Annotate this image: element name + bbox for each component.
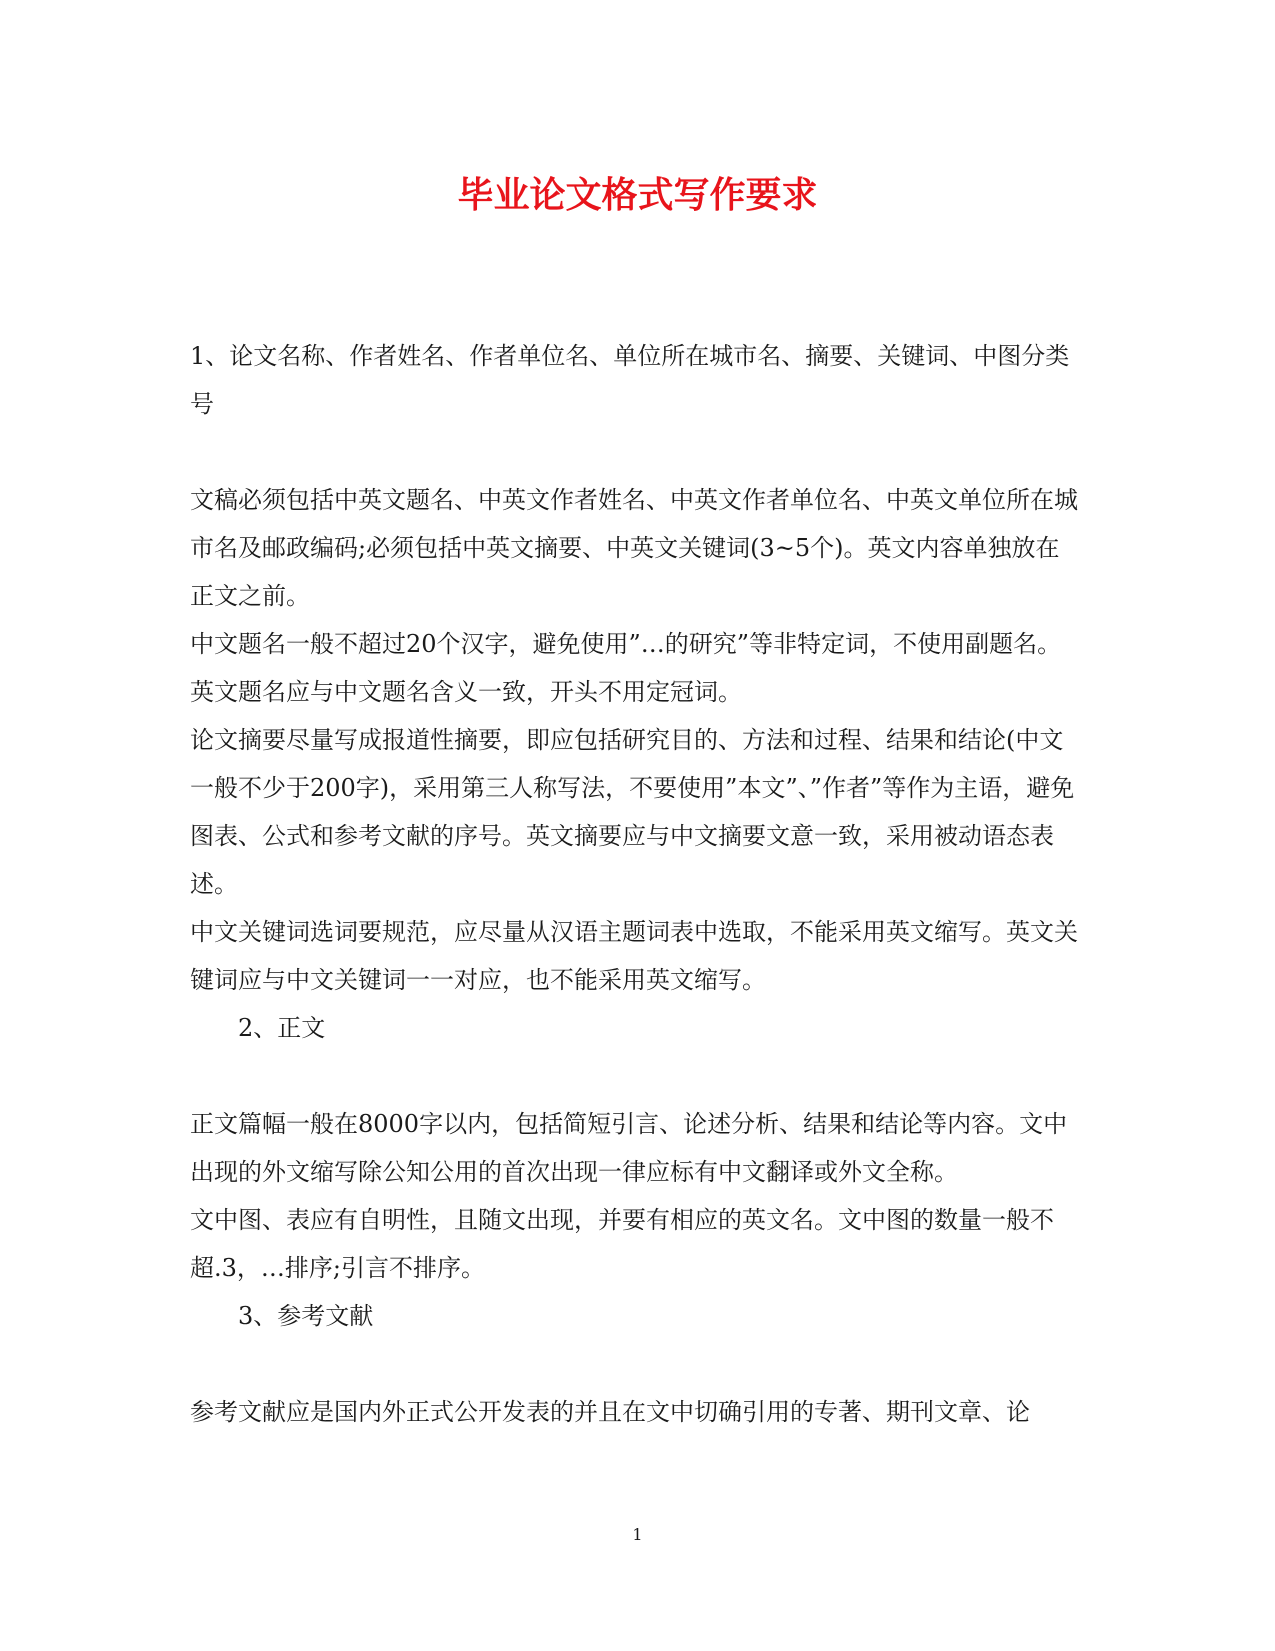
section-3-heading: 3、参考文献 (238, 1302, 374, 1330)
paragraph: 中文题名一般不超过20个汉字，避免使用”…的研究”等非特定词，不使用副题名。英文题名应与中文题名含义一致，开头不用定冠词。 (190, 630, 1062, 706)
paragraph: 文稿必须包括中英文题名、中英文作者姓名、中英文作者单位名、中英文单位所在城市名及邮政编码;必须包括中英文摘要、中英文关键词(3~5个)。英文内容单独放在正文之前。 (190, 486, 1078, 610)
paragraph: 参考文献应是国内外正式公开发表的并且在文中切确引用的专著、期刊文章、论 (190, 1398, 1030, 1426)
section-1-heading: 1、论文名称、作者姓名、作者单位名、单位所在城市名、摘要、关键词、中图分类号 (190, 342, 1070, 418)
paragraph: 论文摘要尽量写成报道性摘要，即应包括研究目的、方法和过程、结果和结论(中文一般不少于200字)，采用第三人称写法，不要使用”本文”、”作者”等作为主语，避免图表、公式和参考文献的序号。英文摘要应与中文摘要文意一致，采用被动语态表述。 (190, 726, 1075, 898)
document-body (190, 332, 1080, 1436)
paragraph: 文中图、表应有自明性，且随文出现，并要有相应的英文名。文中图的数量一般不超.3，…排序;引言不排序。 (190, 1206, 1054, 1282)
document-title: 毕业论文格式写作要求 (457, 175, 818, 216)
section-2-heading: 2、正文 (238, 1014, 326, 1042)
paragraph: 正文篇幅一般在8000字以内，包括简短引言、论述分析、结果和结论等内容。文中出现的外文缩写除公知公用的首次出现一律应标有中文翻译或外文全称。 (190, 1110, 1068, 1186)
page-number: 1 (632, 1525, 643, 1544)
paragraph: 中文关键词选词要规范，应尽量从汉语主题词表中选取，不能采用英文缩写。英文关键词应与中文关键词一一对应，也不能采用英文缩写。 (190, 918, 1078, 994)
